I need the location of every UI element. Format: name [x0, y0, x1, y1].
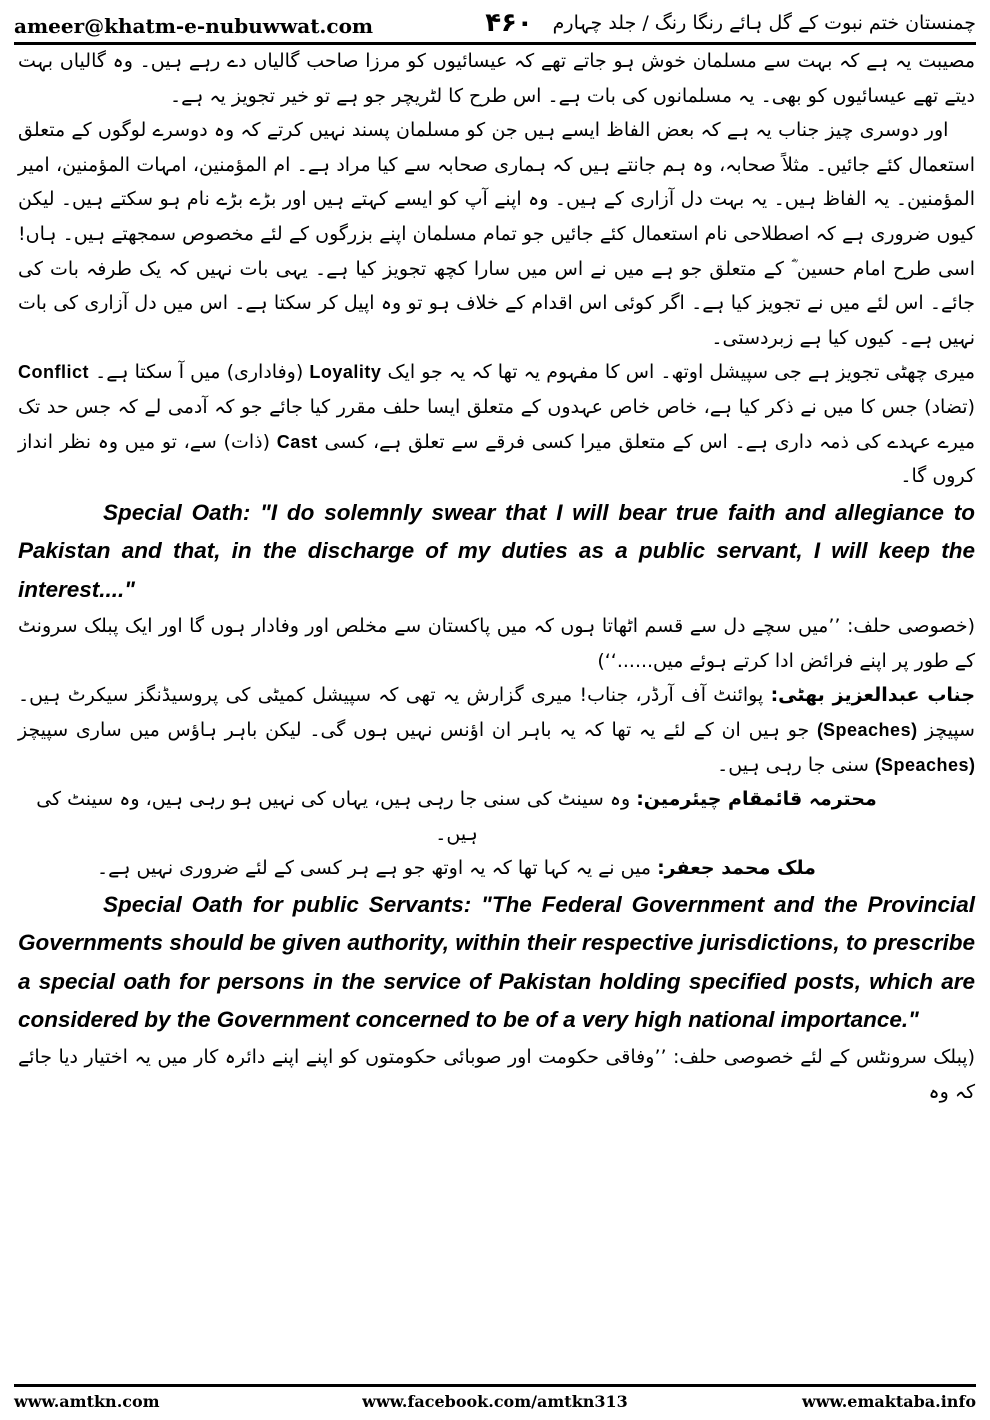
paragraph-5: [18, 678, 975, 782]
term-speaches-1: (Speaches): [817, 720, 918, 740]
p3-text-a: میری چھٹی تجویز ہے جی سپیشل اوتھ۔ اس کا مفہوم یہ تھا کہ یہ جو ایک: [387, 361, 976, 384]
p6-text: وہ سینٹ کی سنی جا رہی ہیں، یہاں کی نہیں ہو رہی ہیں، وہ سینٹ کی ہیں۔: [36, 788, 631, 845]
p5-text-c: سنی جا رہی ہیں۔: [717, 753, 869, 776]
term-loyality: Loyality: [309, 362, 382, 383]
footer-link-amtkn[interactable]: www.amtkn.com: [14, 1392, 160, 1411]
paragraph-3: [18, 355, 975, 493]
english-quote-1: Special Oath: "I do solemnly swear that I will bear true faith and allegiance to Pakistan and that, in the discharge of my duties as a public servant, I will keep the interest....": [18, 499, 975, 602]
paragraph-2: اور دوسری چیز جناب یہ ہے کہ بعض الفاظ ایسے ہیں جن کو مسلمان پسند نہیں کرتے کہ وہ دوسرے لوگوں کے متعلق استعمال کئے جائیں۔ مثلاً صحابہ، وہ ہم جانتے ہیں کہ ہماری صحابہ سے کیا مراد ہے۔ ام المؤمنین، امہات المؤمنین، امیر المؤمنین۔ یہ الفاظ ہیں۔ یہ بہت دل آزاری کے ہیں۔ وہ اپنے آپ کو ایسے کہتے ہیں اور بڑے بڑے نام ہو سکتے ہیں۔ لیکن کیوں ضروری ہے کہ اصطلاحی نام استعمال کئے جائیں جو تمام مسلمان اپنے بزرگوں کے لئے مخصوص سمجھتے ہیں۔ ہاں! اسی طرح امام حسین ؓ کے متعلق جو ہے میں نے اس میں سارا کچھ تجویز کیا ہے۔ یہی بات نہیں کہ یک طرفہ بات کی جائے۔ اس لئے میں نے تجویز کیا ہے۔ اگر کوئی اس اقدام کے خلاف ہو تو وہ اپیل کر سکتا ہے۔ اس میں دل آزاری کی بات نہیں ہے۔ کیوں کیا ہے زبردستی۔: [18, 119, 975, 349]
paragraph-6: [18, 782, 975, 851]
page-header: [14, 6, 976, 40]
page-footer: [14, 1390, 976, 1416]
footer-rule: [14, 1384, 976, 1387]
paragraph-8: (پبلک سرونٹس کے لئے خصوصی حلف: ’’وفاقی حکومت اور صوبائی حکومتوں کو اپنے اپنے دائرہ کار میں یہ اختیار دیا جائے کہ وہ: [18, 1045, 975, 1103]
paragraph-7: [18, 851, 975, 886]
speaker-name: ملک محمد جعفر:: [657, 857, 816, 880]
p7-text: میں نے یہ کہا تھا کہ یہ اوتھ جو ہے ہر کسی کے لئے ضروری نہیں ہے۔: [97, 857, 652, 880]
term-speaches-2: (Speaches): [874, 754, 975, 775]
footer-link-emaktaba[interactable]: www.emaktaba.info: [802, 1392, 976, 1411]
p3-text-b: (وفاداری) میں آ سکتا ہے۔: [95, 361, 304, 384]
p3-text-d: (ذات) سے، تو میں وہ نظر انداز کروں گا۔: [18, 430, 975, 488]
speaker-name: محترمہ قائمقام چیئرمین:: [636, 788, 877, 811]
speaker-name: جناب عبدالعزیز بھٹی:: [770, 684, 976, 707]
paragraph-1: مصیبت یہ ہے کہ بہت سے مسلمان خوش ہو جاتے تھے کہ عیسائیوں کو مرزا صاحب گالیاں دے رہے ہیں۔ وہ گالیاں بہت دیتے تھے عیسائیوں کو بھی۔ یہ مسلمانوں کی بات ہے۔ اس طرح کا لٹریچر جو ہے تو خیر تجویز یہ ہے۔: [18, 50, 975, 107]
book-title: چمنستان ختم نبوت کے گل ہائے رنگا رنگ / جلد چہارم: [552, 12, 976, 34]
footer-link-facebook[interactable]: www.facebook.com/amtkn313: [362, 1392, 628, 1411]
page-body: [18, 44, 975, 1109]
p5-text-b: جو ہیں ان کے لئے یہ تھا کہ یہ باہر ان اؤنس نہیں ہوں گی۔ لیکن باہر ہاؤس میں ساری سپیچز: [18, 719, 810, 741]
header-email: ameer@khatm-e-nubuwwat.com: [14, 14, 374, 38]
p5-text-a: پوائنٹ آف آرڈر، جناب! میری گزارش یہ تھی کہ سپیشل کمیٹی کی پروسیڈنگز سیکرٹ ہیں۔ سپیچز: [18, 684, 975, 741]
english-quote-2: Special Oath for public Servants: "The Federal Government and the Provincial Governments should be given authority, within their respective jurisdictions, to prescribe a special oath for persons in the service of Pakistan holding specified posts, which are considered by the Government concerned to be of a very high national importance.": [18, 891, 975, 1033]
term-cast: Cast: [276, 431, 318, 452]
page-number: ۴۶۰: [485, 8, 533, 38]
p3-text-c: (تضاد) جس کا میں نے ذکر کیا ہے، خاص خاص عہدوں کے متعلق ایسا حلف مقرر کیا جائے جو کہ آدمی لے کہ جس حد تک میرے عہدے کی ذمہ داری ہے۔ اس کے متعلق میرا کسی فرقے سے تعلق ہے، کسی: [18, 395, 976, 453]
term-conflict: Conflict: [18, 362, 89, 383]
paragraph-4: (خصوصی حلف: ’’میں سچے دل سے قسم اٹھاتا ہوں کہ میں پاکستان سے مخلص اور وفادار ہوں گا اور ایک پبلک سرونٹ کے طور پر اپنے فرائض ادا کرتے ہوئے میں......‘‘): [18, 615, 975, 672]
